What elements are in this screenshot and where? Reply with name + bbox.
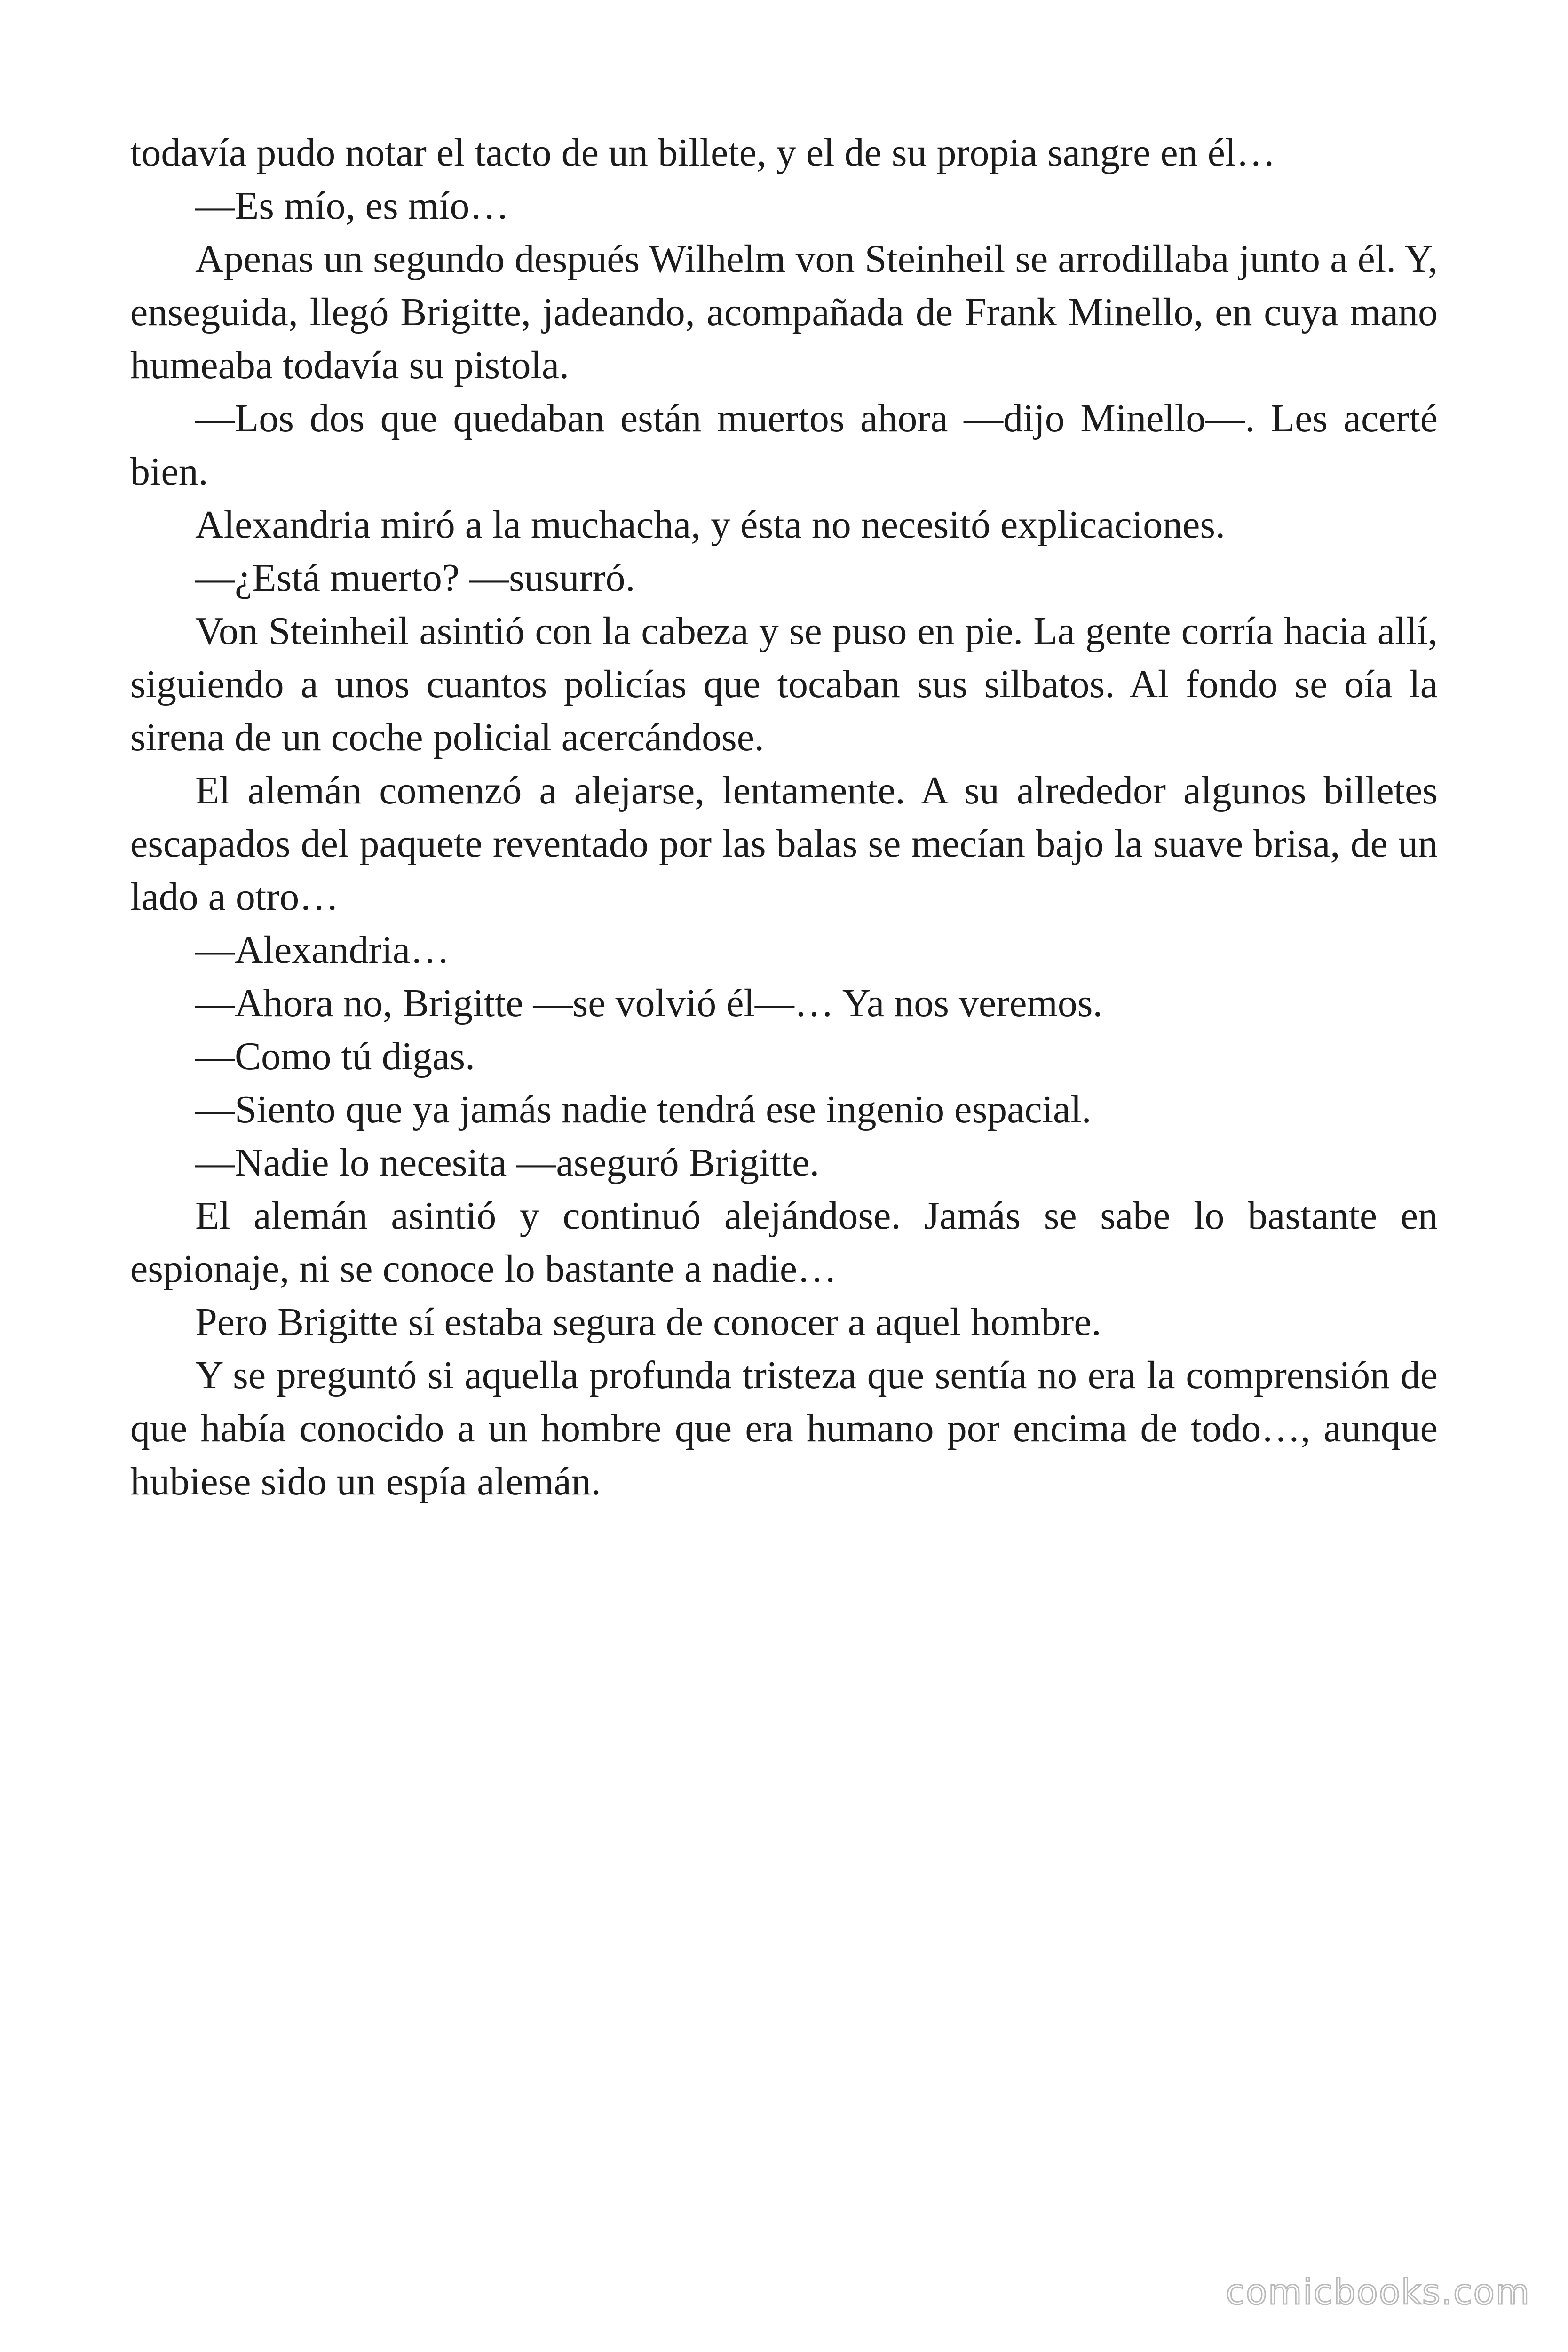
paragraph: El alemán comenzó a alejarse, lentamente. A su alrededor algunos billetes escapados del paquete reventado por las balas se mecían bajo la suave brisa, de un lado a otro… [130,769,1438,919]
paragraph: —¿Está muerto? —susurró. [195,556,635,600]
paragraph: —Siento que ya jamás nadie tendrá ese ingenio espacial. [195,1088,1092,1131]
watermark: comicbooks.com [1226,2272,1530,2312]
paragraph: —Nadie lo necesita —aseguró Brigitte. [195,1141,820,1184]
paragraph: —Los dos que quedaban están muertos ahora —dijo Minello—. Les acerté bien. [130,397,1438,493]
paragraph: —Ahora no, Brigitte —se volvió él—… Ya nos veremos. [195,981,1103,1025]
page-body [130,126,1438,1508]
paragraph: El alemán asintió y continuó alejándose. Jamás se sabe lo bastante en espionaje, ni se conoce lo bastante a nadie… [130,1194,1438,1291]
paragraph: Von Steinheil asintió con la cabeza y se puso en pie. La gente corría hacia allí, siguiendo a unos cuantos policías que tocaban sus silbatos. Al fondo se oía la sirena de un coche policial acercándose. [130,609,1438,759]
paragraph: —Es mío, es mío… [195,184,509,228]
paragraph: —Alexandria… [195,928,450,972]
paragraph: Alexandria miró a la muchacha, y ésta no necesitó explicaciones. [195,503,1226,547]
paragraph: —Como tú digas. [195,1034,475,1078]
paragraph: todavía pudo notar el tacto de un billete, y el de su propia sangre en él… [130,131,1276,175]
paragraph: Pero Brigitte sí estaba segura de conocer a aquel hombre. [195,1300,1101,1344]
paragraph: Y se preguntó si aquella profunda tristeza que sentía no era la comprensión de que había conocido a un hombre que era humano por encima de todo…, aunque hubiese sido un espía alemán. [130,1353,1438,1503]
paragraph: Apenas un segundo después Wilhelm von Steinheil se arrodillaba junto a él. Y, enseguida, llegó Brigitte, jadeando, acompañada de Frank Minello, en cuya mano humeaba todavía su pistola. [130,237,1438,387]
